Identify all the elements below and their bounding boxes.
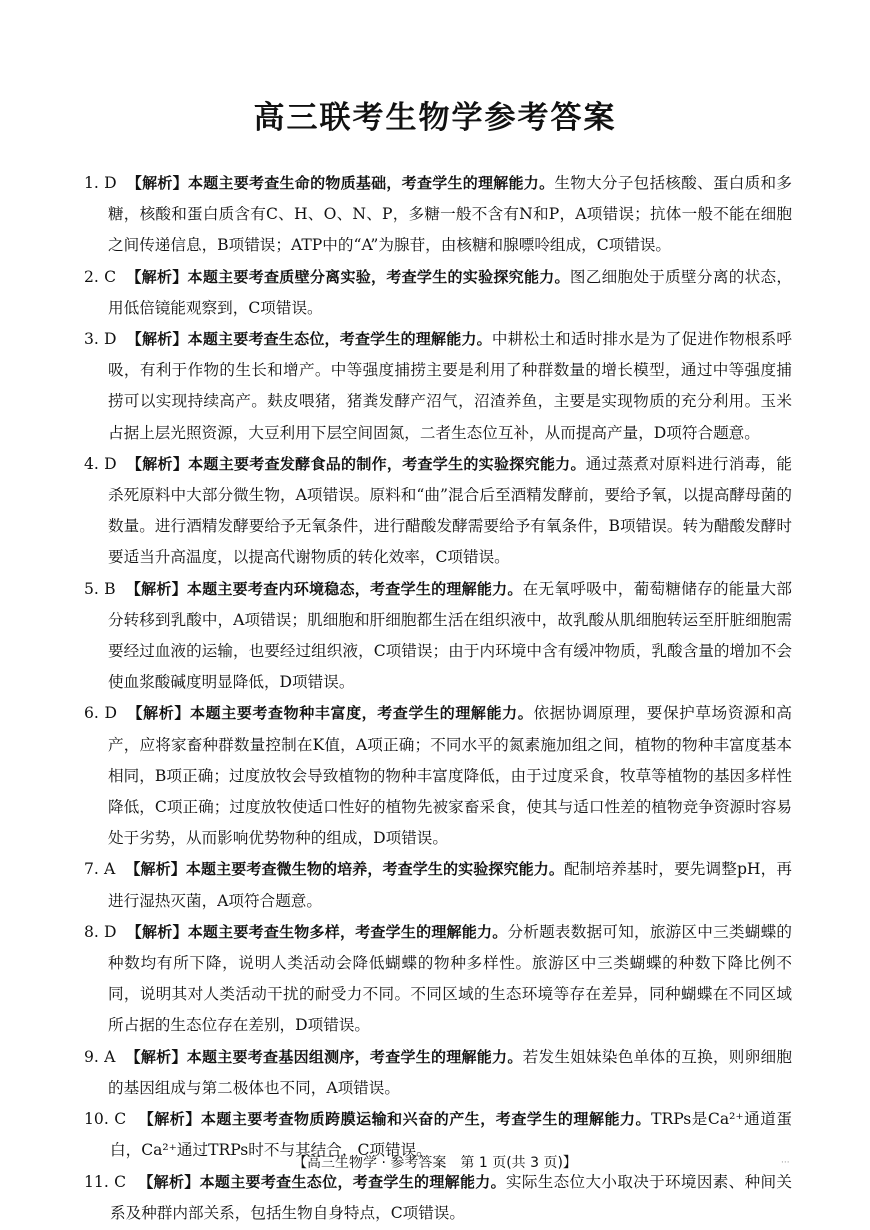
answer-list xyxy=(84,168,792,1229)
answer-item-5 xyxy=(84,574,792,699)
answer-number: 5. B xyxy=(84,579,116,598)
answer-body: 中耕松土和适时排水是为了促进作物根系呼吸，有利于作物的生长和增产。中等强度捕捞主要是利用了种群数量的增长模型，通过中等强度捕捞可以实现持续高产。麸皮喂猪，猪粪发酵产沼气，沼渣养鱼，主要是实现物质的充分利用。玉米占据上层光照资源，大豆利用下层空间固氮，二者生态位互补，从而提高产量，D项符合题意。 xyxy=(108,330,792,442)
answer-number: 7. A xyxy=(84,860,116,879)
answer-heading: 【解析】本题主要考查物种丰富度，考查学生的理解能力。 xyxy=(126,704,534,723)
answer-heading: 【解析】本题主要考查物质跨膜运输和兴奋的产生，考查学生的理解能力。 xyxy=(138,1110,652,1129)
page-title: 高三联考生物学参考答案 xyxy=(253,100,617,136)
answer-heading: 【解析】本题主要考查基因组测序，考查学生的理解能力。 xyxy=(125,1047,523,1066)
answer-heading: 【解析】本题主要考查内环境稳态，考查学生的理解能力。 xyxy=(125,579,523,598)
page-footer: 【高三生物学 · 参考答案 第 1 页(共 3 页)】 xyxy=(293,1155,577,1171)
answer-item-9 xyxy=(84,1042,792,1104)
answer-body: 实际生态位大小取决于环境因素、种间关系及种群内部关系，包括生物自身特点，C项错误。 xyxy=(110,1172,792,1222)
answer-heading: 【解析】本题主要考查质壁分离实验，考查学生的实验探究能力。 xyxy=(126,267,570,286)
answer-body: TRPs是Ca²⁺通道蛋白，Ca²⁺通过TRPs时不与其结合，C项错误。 xyxy=(110,1110,792,1160)
answer-body: 生物大分子包括核酸、蛋白质和多糖，核酸和蛋白质含有C、H、O、N、P，多糖一般不含有N和P，A项错误；抗体一般不能在细胞之间传递信息，B项错误；ATP中的“A”为腺苷，由核糖和腺嘌呤组成，C项错误。 xyxy=(108,174,792,255)
answer-item-1 xyxy=(84,168,792,262)
answer-number: 4. D xyxy=(84,454,117,473)
answer-number: 10. C xyxy=(84,1110,127,1129)
answer-number: 3. D xyxy=(84,330,117,349)
answer-heading: 【解析】本题主要考查生态位，考查学生的理解能力。 xyxy=(126,330,492,349)
answer-item-3 xyxy=(84,324,792,449)
answer-heading: 【解析】本题主要考查生态位，考查学生的理解能力。 xyxy=(138,1172,506,1191)
answer-item-8 xyxy=(84,917,792,1042)
corner-mark: ··· xyxy=(781,1158,790,1168)
answer-heading: 【解析】本题主要考查微生物的培养，考查学生的实验探究能力。 xyxy=(125,860,565,879)
answer-number: 6. D xyxy=(84,704,117,723)
answer-item-2 xyxy=(84,262,792,324)
answer-number: 2. C xyxy=(84,267,117,286)
answer-body: 图乙细胞处于质壁分离的状态，用低倍镜能观察到，C项错误。 xyxy=(108,267,792,317)
answer-body: 分析题表数据可知，旅游区中三类蝴蝶的种数均有所下降，说明人类活动会降低蝴蝶的物种多样性。旅游区中三类蝴蝶的种数下降比例不同，说明其对人类活动干扰的耐受力不同。不同区域的生态环境等存在差异，同种蝴蝶在不同区域所占据的生态位存在差别，D项错误。 xyxy=(108,922,792,1035)
answer-item-7 xyxy=(84,854,792,916)
answer-number: 1. D xyxy=(84,174,117,192)
answer-heading: 【解析】本题主要考查生命的物质基础，考查学生的理解能力。 xyxy=(126,174,555,192)
answer-body: 在无氧呼吸中，葡萄糖储存的能量大部分转移到乳酸中，A项错误；肌细胞和肝细胞都生活在组织液中，故乳酸从肌细胞转运至肝脏细胞需要经过血液的运输，也要经过组织液，C项错误；由于内环境中含有缓冲物质，乳酸含量的增加不会使血浆酸碱度明显降低，D项错误。 xyxy=(108,579,792,692)
answer-heading: 【解析】本题主要考查生物多样，考查学生的理解能力。 xyxy=(126,922,508,941)
answer-body: 通过蒸煮对原料进行消毒，能杀死原料中大部分微生物，A项错误。原料和“曲”混合后至酒精发酵前，要给予氧，以提高酵母菌的数量。进行酒精发酵要给予无氧条件，进行醋酸发酵需要给予有氧条件，B项错误。转为醋酸发酵时要适当升高温度，以提高代谢物质的转化效率，C项错误。 xyxy=(108,454,792,567)
answer-item-4 xyxy=(84,449,792,574)
answer-heading: 【解析】本题主要考查发酵食品的制作，考查学生的实验探究能力。 xyxy=(126,454,586,473)
answer-number: 9. A xyxy=(84,1047,116,1066)
answer-body: 配制培养基时，要先调整pH，再进行湿热灭菌，A项符合题意。 xyxy=(108,860,792,910)
answer-body: 依据协调原理，要保护草场资源和高产，应将家畜种群数量控制在K值，A项正确；不同水平的氮素施加组之间，植物的物种丰富度基本相同，B项正确；过度放牧会导致植物的物种丰富度降低，由于过度采食，牧草等植物的基因多样性降低，C项正确；过度放牧使适口性好的植物先被家畜采食，使其与适口性差的植物竞争资源时容易处于劣势，从而影响优势物种的组成，D项错误。 xyxy=(108,704,792,848)
answer-number: 11. C xyxy=(84,1172,127,1191)
answer-item-6 xyxy=(84,698,792,854)
answer-number: 8. D xyxy=(84,922,117,941)
answer-item-11 xyxy=(84,1167,792,1229)
answer-body: 若发生姐妹染色单体的互换，则卵细胞的基因组成与第二极体也不同，A项错误。 xyxy=(108,1047,792,1097)
